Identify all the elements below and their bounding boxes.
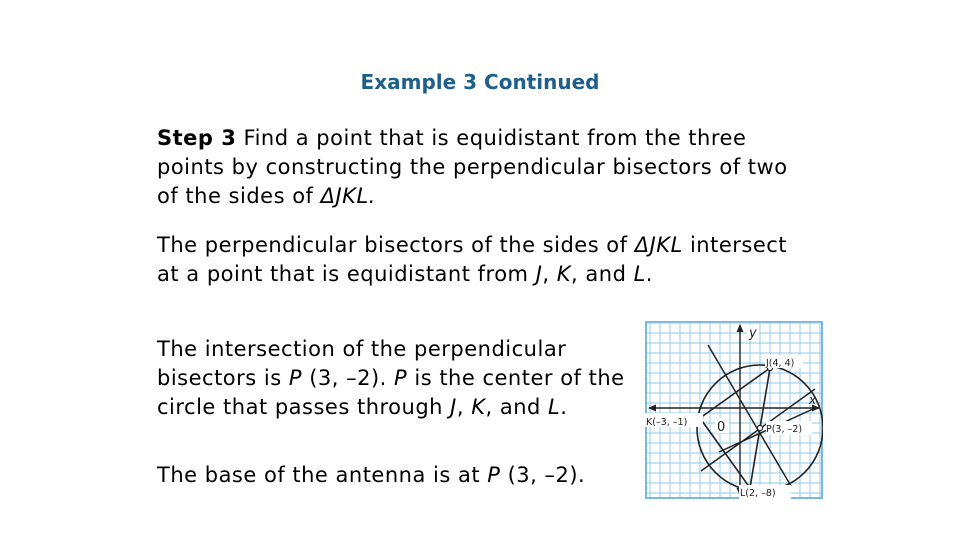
intersection-paragraph	[157, 335, 627, 422]
triangle-name: ΔJKL	[634, 233, 683, 257]
point-p: P	[394, 366, 408, 390]
graph-border	[646, 322, 822, 498]
text: The perpendicular bisectors of the sides of	[157, 233, 635, 257]
bisector-paragraph	[157, 231, 797, 289]
point-k: K	[471, 395, 486, 419]
point-p-marker	[757, 425, 762, 430]
text: The intersection of the perpendicular bisectors is	[157, 337, 567, 390]
text: .	[645, 262, 653, 286]
x-axis-label: x	[809, 393, 817, 407]
origin-label: 0	[717, 420, 726, 435]
label-j: J(4, 4)	[766, 358, 795, 369]
point-p: P	[288, 366, 303, 390]
label-p: P(3, –2)	[766, 424, 803, 435]
y-axis-label: y	[749, 326, 757, 341]
text: (3, –2).	[302, 366, 395, 390]
step3-paragraph	[157, 124, 797, 211]
point-p: P	[487, 463, 501, 487]
text: (3, –2).	[500, 463, 586, 487]
slide-title: Example 3 Continued	[360, 70, 600, 94]
antenna-paragraph	[157, 461, 677, 490]
label-l: L(2, –8)	[740, 488, 776, 499]
text: ,	[456, 395, 472, 419]
point-j: J	[450, 395, 457, 419]
point-k: K	[556, 262, 572, 286]
text: is the center of the circle that passes through	[157, 366, 625, 419]
coordinate-graph	[645, 321, 823, 499]
label-k: K(–3, –1)	[646, 417, 688, 428]
point-l: L	[548, 395, 561, 419]
triangle-name: ΔJKL.	[320, 184, 376, 208]
text: , and	[571, 262, 634, 286]
text: The base of the antenna is at	[157, 463, 488, 487]
text: ,	[542, 262, 557, 286]
text: , and	[485, 395, 549, 419]
step-label: Step 3	[157, 126, 237, 150]
point-j: J	[535, 262, 543, 286]
step3-text: Find a point that is equidistant from the three points by constructing the perpendicular bisectors of two of the sides of	[157, 126, 788, 208]
point-l: L	[633, 262, 646, 286]
text: intersect at a point that is equidistant from	[157, 233, 788, 286]
text: .	[560, 395, 568, 419]
